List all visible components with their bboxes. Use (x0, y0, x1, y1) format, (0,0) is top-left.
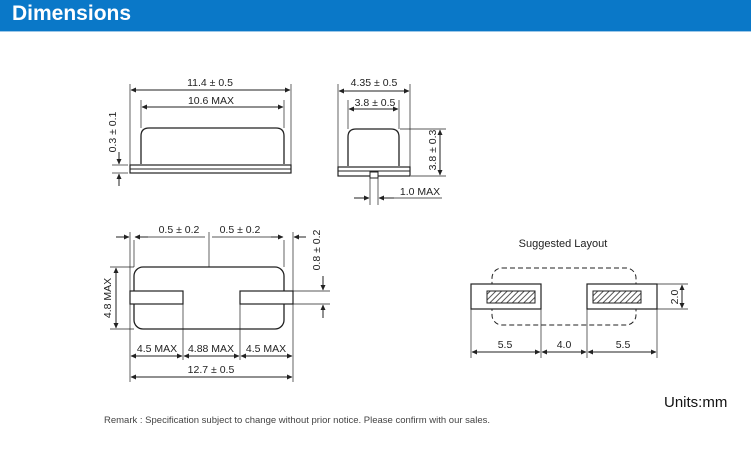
layout-height-label: 2.0 (669, 289, 681, 305)
bottom-height-label: 4.8 MAX (102, 277, 114, 319)
end-body-width-label: 3.8 ± 0.5 (354, 97, 396, 109)
bottom-left-pad (130, 291, 183, 304)
bottom-right-pad-label: 4.5 MAX (245, 343, 287, 355)
end-standoff-label: 1.0 MAX (399, 186, 441, 198)
layout-gap-label: 4.0 (556, 339, 572, 351)
side-body-width-label: 10.6 MAX (187, 95, 235, 107)
end-height-label: 3.8 ± 0.3 (427, 129, 439, 171)
bottom-left-pad-label: 4.5 MAX (136, 343, 178, 355)
end-view-lead (370, 172, 378, 178)
bottom-pad-length-left-label: 0.5 ± 0.2 (158, 224, 200, 236)
side-overall-width-label: 11.4 ± 0.5 (187, 77, 233, 89)
side-view-body (141, 128, 284, 164)
layout-left-pad-hatch (487, 291, 535, 303)
end-view-body (348, 129, 399, 166)
bottom-pad-gap-label: 4.88 MAX (187, 343, 235, 355)
bottom-pad-thickness-label: 0.8 ± 0.2 (311, 229, 323, 271)
suggested-layout-title: Suggested Layout (518, 238, 608, 250)
layout-right-pad-label: 5.5 (615, 339, 631, 351)
bottom-overall-length-label: 12.7 ± 0.5 (187, 364, 235, 376)
side-base-thickness-label: 0.3 ± 0.1 (107, 111, 119, 153)
units-label: Units:mm (664, 394, 728, 411)
layout-left-pad-label: 5.5 (497, 339, 513, 351)
bottom-right-pad (240, 291, 293, 304)
layout-right-pad-hatch (593, 291, 641, 303)
section-title: Dimensions (12, 2, 132, 25)
bottom-pad-length-right-label: 0.5 ± 0.2 (219, 224, 261, 236)
remark-text: Remark : Specification subject to change without prior notice. Please confirm with our sales. (104, 415, 490, 426)
bottom-view (110, 232, 330, 382)
end-overall-width-label: 4.35 ± 0.5 (350, 77, 398, 89)
